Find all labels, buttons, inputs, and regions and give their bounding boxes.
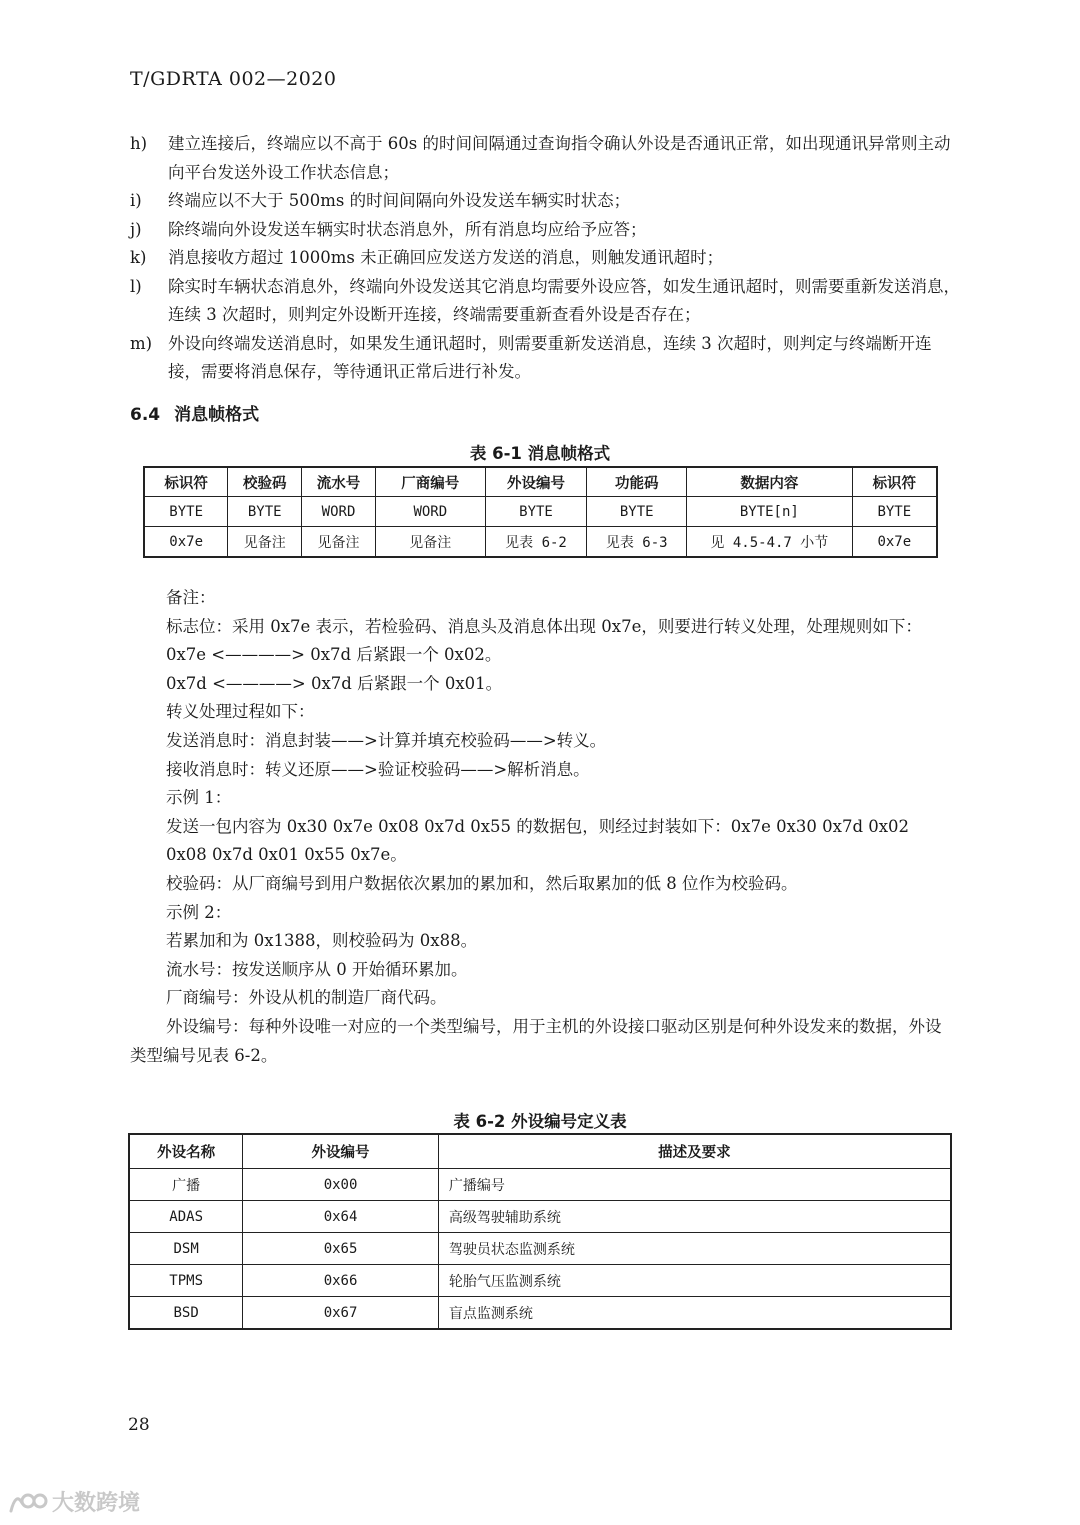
table-row: [144, 497, 937, 527]
notes-block: [130, 584, 955, 1070]
list-text: 外设向终端发送消息时，如果发生通讯超时，则需要重新发送消息，连续 3 次超时，则判定与终端断开连接，需要将消息保存，等待通讯正常后进行补发。: [168, 333, 932, 381]
example1-line: 发送一包内容为 0x30 0x7e 0x08 0x7d 0x55 的数据包，则经过封装如下：0x7e 0x30 0x7d 0x02: [166, 816, 910, 836]
table-row: [129, 1233, 951, 1265]
header-cell: 外设名称: [129, 1134, 243, 1169]
watermark: [8, 1486, 140, 1517]
table-cell: 0x7e: [852, 527, 937, 558]
header-cell: 厂商编号: [375, 467, 485, 497]
peripheral-description: 外设编号：每种外设唯一对应的一个类型编号，用于主机的外设接口驱动区别是何种外设发来的数据，外设类型编号见表 6-2。: [130, 1016, 942, 1065]
table2-caption: 表 6-2 外设编号定义表: [453, 1112, 627, 1131]
section-title: 消息帧格式: [174, 405, 260, 425]
watermark-logo-icon: [8, 1489, 48, 1515]
receive-process: 接收消息时：转义还原——>验证校验码——>解析消息。: [166, 759, 590, 779]
checksum-description: 校验码：从厂商编号到用户数据依次累加的累加和，然后取累加的低 8 位作为校验码。: [166, 873, 798, 893]
list-item: [130, 187, 960, 216]
list-text: 除终端向外设发送车辆实时状态消息外，所有消息均应给予应答；: [168, 219, 647, 239]
list-marker: m): [130, 333, 153, 353]
table-cell: ADAS: [129, 1201, 243, 1233]
serial-description: 流水号：按发送顺序从 0 开始循环累加。: [166, 959, 468, 979]
example2-text: 若累加和为 0x1388，则校验码为 0x88。: [166, 931, 478, 951]
table-header-row: [144, 467, 937, 497]
list-item: [130, 330, 960, 387]
table-row: [129, 1297, 951, 1330]
page-number: 28: [128, 1415, 150, 1435]
table-header-row: [129, 1134, 951, 1169]
list-item: [130, 130, 960, 187]
table1-caption: 表 6-1 消息帧格式: [469, 444, 611, 463]
table-row: [129, 1265, 951, 1297]
example1-line: 0x08 0x7d 0x01 0x55 0x7e。: [166, 845, 407, 865]
section-heading: [130, 400, 259, 425]
section-number: 6.4: [130, 405, 161, 425]
list-marker: l): [130, 276, 142, 296]
list-item: [130, 244, 960, 273]
table-cell: 见备注: [302, 527, 376, 558]
table-cell: 0x65: [243, 1233, 439, 1265]
table-cell: 0x00: [243, 1169, 439, 1201]
header-cell: 描述及要求: [438, 1134, 951, 1169]
table-cell: 见备注: [228, 527, 302, 558]
requirements-list: [130, 130, 960, 387]
table-cell: 广播: [129, 1169, 243, 1201]
table-cell: 0x64: [243, 1201, 439, 1233]
header-cell: 数据内容: [687, 467, 853, 497]
table-cell: 见备注: [375, 527, 485, 558]
example2-title: 示例 2：: [166, 902, 232, 922]
notes-label: 备注：: [166, 588, 216, 607]
table-cell: WORD: [375, 497, 485, 527]
vendor-description: 厂商编号：外设从机的制造厂商代码。: [166, 988, 447, 1008]
watermark-text: 大数跨境: [52, 1491, 141, 1516]
table-cell: BYTE: [485, 497, 587, 527]
table-cell: BYTE: [228, 497, 302, 527]
table-row: [144, 527, 937, 558]
table-row: [129, 1201, 951, 1233]
header-cell: 外设编号: [243, 1134, 439, 1169]
list-marker: i): [130, 191, 142, 210]
header-cell: 外设编号: [485, 467, 587, 497]
table-row: [129, 1169, 951, 1201]
flag-paragraph: 标志位：采用 0x7e 表示，若检验码、消息头及消息体出现 0x7e，则要进行转义处理，处理规则如下：: [166, 616, 922, 636]
list-text: 消息接收方超过 1000ms 未正确回应发送方发送的消息，则触发通讯超时；: [168, 248, 724, 267]
document-code: T/GDRTA 002—2020: [130, 68, 337, 90]
table-cell: 广播编号: [438, 1169, 951, 1201]
table-cell: WORD: [302, 497, 376, 527]
list-marker: k): [130, 248, 147, 267]
header-cell: 功能码: [587, 467, 687, 497]
table-cell: 0x66: [243, 1265, 439, 1297]
table-cell: 0x67: [243, 1297, 439, 1330]
header-cell: 标识符: [144, 467, 228, 497]
send-process: 发送消息时：消息封装——>计算并填充校验码——>转义。: [166, 730, 607, 750]
header-cell: 流水号: [302, 467, 376, 497]
table-cell: 轮胎气压监测系统: [438, 1265, 951, 1297]
header-cell: 校验码: [228, 467, 302, 497]
list-marker: j): [130, 219, 142, 239]
table-cell: TPMS: [129, 1265, 243, 1297]
escape-rule: 0x7d <————> 0x7d 后紧跟一个 0x01。: [166, 673, 503, 693]
list-marker: h): [130, 134, 148, 153]
table-cell: 盲点监测系统: [438, 1297, 951, 1330]
escape-rule: 0x7e <————> 0x7d 后紧跟一个 0x02。: [166, 645, 502, 665]
table-cell: 见 4.5-4.7 小节: [687, 527, 853, 558]
message-frame-table: [143, 466, 938, 558]
list-text: 建立连接后，终端应以不高于 60s 的时间间隔通过查询指令确认外设是否通讯正常，如出现通讯异常则主动向平台发送外设工作状态信息；: [168, 134, 951, 182]
peripheral-id-table: [128, 1133, 952, 1330]
table-cell: 见表 6-2: [485, 527, 587, 558]
list-text: 除实时车辆状态消息外，终端向外设发送其它消息均需要外设应答，如发生通讯超时，则需要重新发送消息，连续 3 次超时，则判定外设断开连接，终端需要重新查看外设是否存在；: [168, 276, 960, 324]
process-title: 转义处理过程如下：: [166, 702, 315, 722]
header-cell: 标识符: [852, 467, 937, 497]
table-cell: 高级驾驶辅助系统: [438, 1201, 951, 1233]
table-cell: BYTE[n]: [687, 497, 853, 527]
table-cell: DSM: [129, 1233, 243, 1265]
table-cell: 见表 6-3: [587, 527, 687, 558]
table-cell: BYTE: [852, 497, 937, 527]
list-item: [130, 216, 960, 245]
table-cell: BSD: [129, 1297, 243, 1330]
table-cell: BYTE: [144, 497, 228, 527]
table-cell: BYTE: [587, 497, 687, 527]
list-text: 终端应以不大于 500ms 的时间间隔向外设发送车辆实时状态；: [168, 191, 631, 210]
table-cell: 0x7e: [144, 527, 228, 558]
example1-title: 示例 1：: [166, 788, 232, 808]
table-cell: 驾驶员状态监测系统: [438, 1233, 951, 1265]
list-item: [130, 273, 960, 330]
